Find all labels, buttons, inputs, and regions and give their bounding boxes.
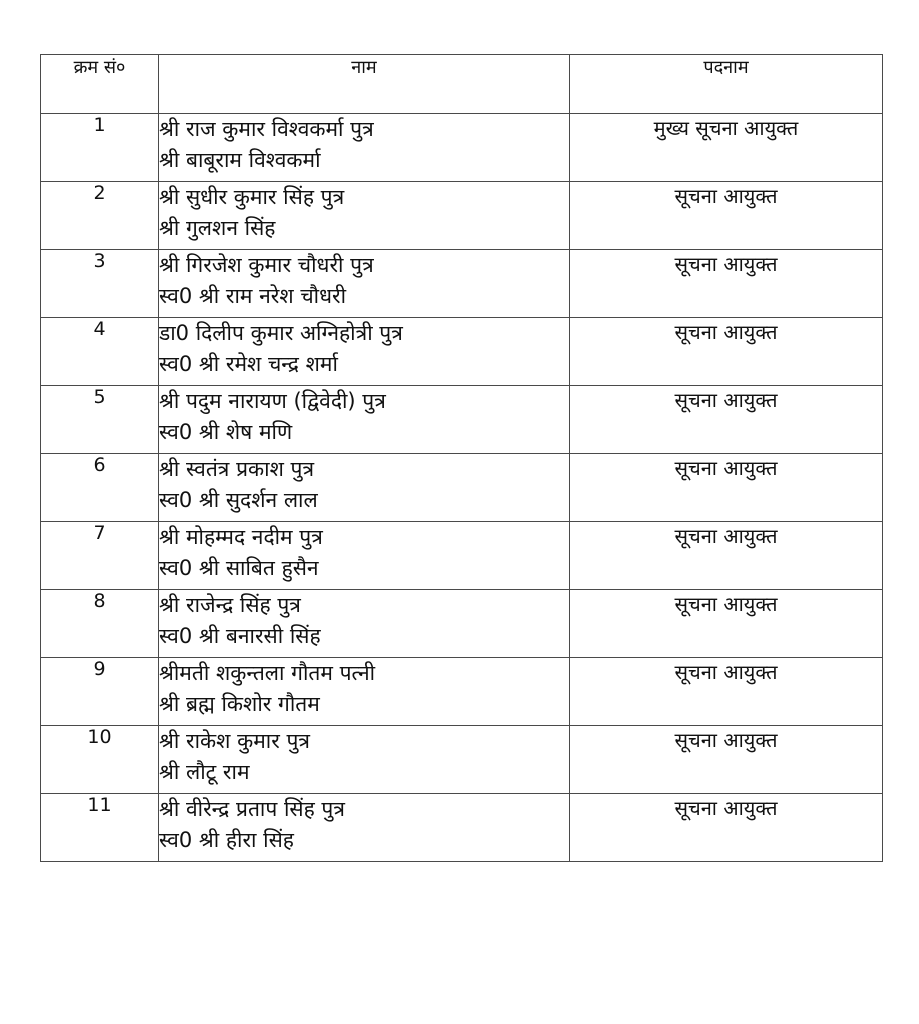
serial-number-cell: 8 — [41, 590, 159, 658]
table-row — [41, 114, 883, 182]
designation-cell: सूचना आयुक्त — [570, 590, 883, 658]
designation-cell: सूचना आयुक्त — [570, 454, 883, 522]
parent-name-line: श्री लौटू राम — [159, 760, 250, 784]
table-row — [41, 590, 883, 658]
serial-number-cell: 3 — [41, 250, 159, 318]
designation-cell: सूचना आयुक्त — [570, 318, 883, 386]
designation-cell: मुख्य सूचना आयुक्त — [570, 114, 883, 182]
serial-number-cell: 9 — [41, 658, 159, 726]
serial-number-cell: 7 — [41, 522, 159, 590]
parent-name-line: श्री बाबूराम विश्वकर्मा — [159, 148, 321, 172]
parent-name-line: स्व0 श्री बनारसी सिंह — [159, 624, 321, 648]
designation-cell: सूचना आयुक्त — [570, 794, 883, 862]
parent-name-line: स्व0 श्री रमेश चन्द्र शर्मा — [159, 352, 338, 376]
serial-number-cell: 4 — [41, 318, 159, 386]
name-line: श्री वीरेन्द्र प्रताप सिंह पुत्र — [159, 797, 345, 821]
name-line: श्री पदुम नारायण (द्विवेदी) पुत्र — [159, 389, 386, 413]
parent-name-line: स्व0 श्री हीरा सिंह — [159, 828, 294, 852]
name-cell — [159, 794, 570, 862]
designation-header: पदनाम — [570, 55, 883, 114]
parent-name-line: स्व0 श्री राम नरेश चौधरी — [159, 284, 347, 308]
designation-cell: सूचना आयुक्त — [570, 250, 883, 318]
serial-number-cell: 10 — [41, 726, 159, 794]
serial-number-cell: 2 — [41, 182, 159, 250]
name-line: श्री राकेश कुमार पुत्र — [159, 729, 311, 753]
name-cell — [159, 522, 570, 590]
parent-name-line: श्री गुलशन सिंह — [159, 216, 276, 240]
table-row — [41, 454, 883, 522]
name-header: नाम — [159, 55, 570, 114]
serial-number-cell: 1 — [41, 114, 159, 182]
document-page — [40, 54, 882, 862]
name-line: श्री मोहम्मद नदीम पुत्र — [159, 525, 323, 549]
name-line: श्री राजेन्द्र सिंह पुत्र — [159, 593, 301, 617]
name-cell — [159, 114, 570, 182]
designation-cell: सूचना आयुक्त — [570, 386, 883, 454]
name-cell — [159, 250, 570, 318]
name-cell — [159, 318, 570, 386]
name-cell — [159, 658, 570, 726]
commissioners-table — [40, 54, 883, 862]
name-line: श्री राज कुमार विश्वकर्मा पुत्र — [159, 117, 374, 141]
designation-cell: सूचना आयुक्त — [570, 182, 883, 250]
table-body — [41, 114, 883, 862]
parent-name-line: स्व0 श्री सुदर्शन लाल — [159, 488, 318, 512]
table-row — [41, 794, 883, 862]
name-cell — [159, 386, 570, 454]
table-row — [41, 522, 883, 590]
table-header — [41, 55, 883, 114]
serial-number-cell: 5 — [41, 386, 159, 454]
designation-cell: सूचना आयुक्त — [570, 726, 883, 794]
parent-name-line: स्व0 श्री शेष मणि — [159, 420, 293, 444]
table-row — [41, 658, 883, 726]
table-row — [41, 726, 883, 794]
serial-number-cell: 6 — [41, 454, 159, 522]
name-line: डा0 दिलीप कुमार अग्निहोत्री पुत्र — [159, 321, 403, 345]
serial-number-header: क्रम सं० — [41, 55, 159, 114]
serial-number-cell: 11 — [41, 794, 159, 862]
table-row — [41, 182, 883, 250]
table-row — [41, 386, 883, 454]
name-cell — [159, 590, 570, 658]
parent-name-line: स्व0 श्री साबित हुसैन — [159, 556, 319, 580]
name-cell — [159, 726, 570, 794]
name-cell — [159, 454, 570, 522]
name-line: श्री गिरजेश कुमार चौधरी पुत्र — [159, 253, 374, 277]
header-row — [41, 55, 883, 114]
name-cell — [159, 182, 570, 250]
name-line: श्री स्वतंत्र प्रकाश पुत्र — [159, 457, 315, 481]
table-row — [41, 250, 883, 318]
table-row — [41, 318, 883, 386]
designation-cell: सूचना आयुक्त — [570, 658, 883, 726]
name-line: श्री सुधीर कुमार सिंह पुत्र — [159, 185, 345, 209]
designation-cell: सूचना आयुक्त — [570, 522, 883, 590]
parent-name-line: श्री ब्रह्म किशोर गौतम — [159, 692, 320, 716]
name-line: श्रीमती शकुन्तला गौतम पत्नी — [159, 661, 376, 685]
